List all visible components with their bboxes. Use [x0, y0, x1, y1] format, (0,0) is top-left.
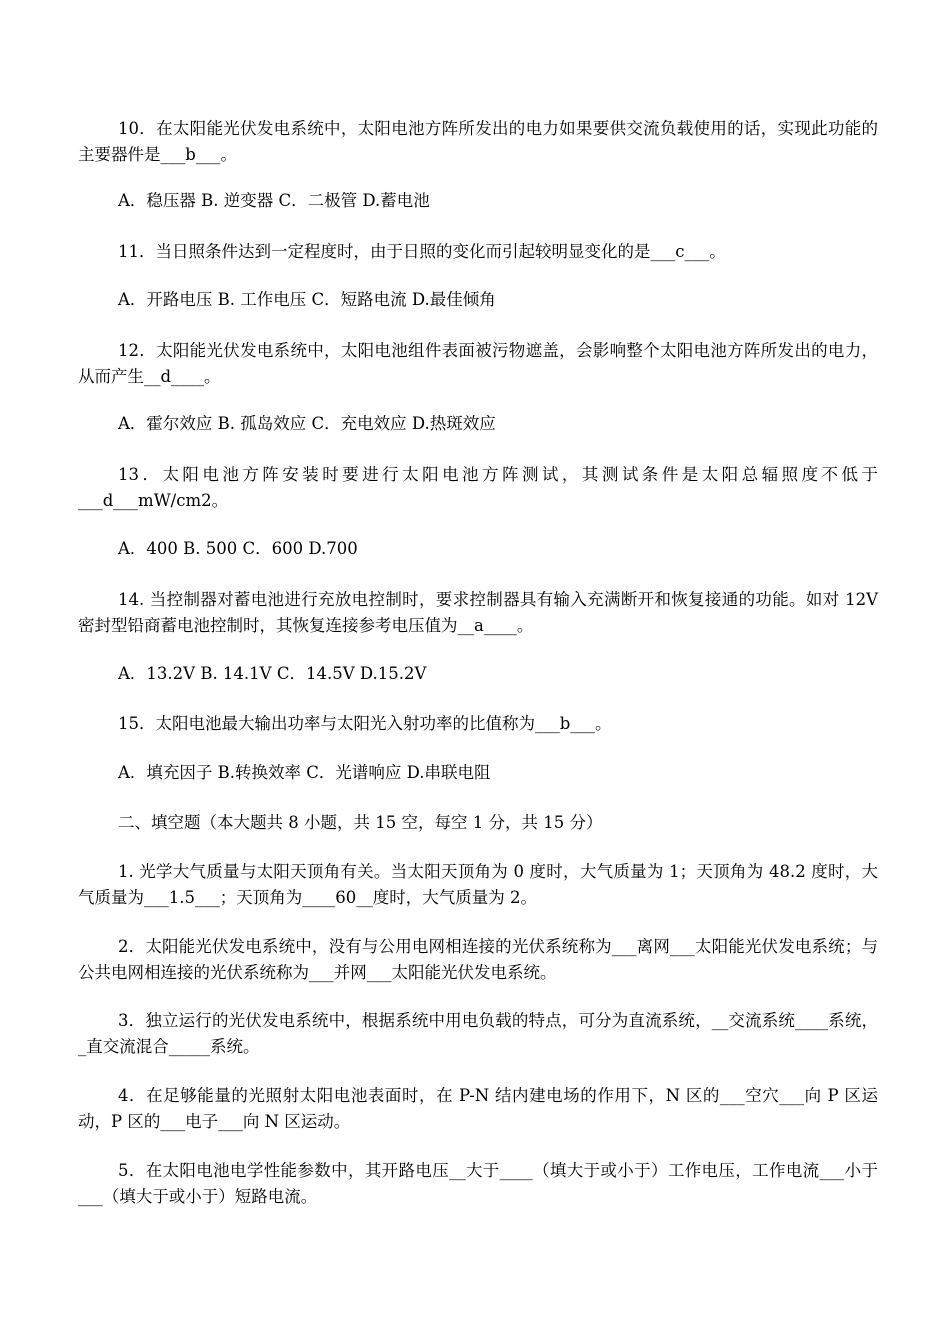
fill-question-4: 4．在足够能量的光照射太阳电池表面时，在 P-N 结内建电场的作用下，N 区的___空穴___向 P 区运动，P 区的___电子___向 N 区运动。: [78, 1086, 878, 1131]
question-12-options: A．霍尔效应 B. 孤岛效应 C．充电效应 D.热斑效应: [118, 414, 496, 433]
question-13: 13．太阳电池方阵安装时要进行太阳电池方阵测试，其测试条件是太阳总辐照度不低于___d___mW/cm2。: [78, 465, 878, 510]
fill-question-1: 1. 光学大气质量与太阳天顶角有关。当太阳天顶角为 0 度时，大气质量为 1；天顶角为 48.2 度时，大气质量为___1.5___；天顶角为____60__度时，大气质量为 2。: [78, 862, 878, 907]
question-13-options: A．400 B. 500 C．600 D.700: [118, 539, 358, 558]
question-11: 11．当日照条件达到一定程度时，由于日照的变化而引起较明显变化的是___c___。: [118, 242, 726, 261]
question-10-options: A．稳压器 B. 逆变器 C．二极管 D.蓄电池: [118, 191, 430, 210]
question-15-options: A．填充因子 B.转换效率 C．光谱响应 D.串联电阻: [118, 763, 491, 782]
question-12: 12．太阳能光伏发电系统中，太阳电池组件表面被污物遮盖，会影响整个太阳电池方阵所发出的电力，从而产生__d____。: [78, 341, 878, 386]
question-14: 14. 当控制器对蓄电池进行充放电控制时，要求控制器具有输入充满断开和恢复接通的功能。如对 12V 密封型铅商蓄电池控制时，其恢复连接参考电压值为__a____。: [78, 590, 878, 635]
question-15: 15．太阳电池最大输出功率与太阳光入射功率的比值称为___b___。: [118, 714, 612, 733]
question-14-options: A．13.2V B. 14.1V C．14.5V D.15.2V: [118, 664, 427, 683]
fill-question-5: 5．在太阳电池电学性能参数中，其开路电压__大于____（填大于或小于）工作电压，工作电流___小于___（填大于或小于）短路电流。: [78, 1161, 878, 1206]
section-heading-fill-in: 二、填空题（本大题共 8 小题，共 15 空，每空 1 分，共 15 分）: [118, 813, 603, 832]
fill-question-2: 2．太阳能光伏发电系统中，没有与公用电网相连接的光伏系统称为___离网___太阳能光伏发电系统；与公共电网相连接的光伏系统称为___并网___太阳能光伏发电系统。: [78, 937, 878, 982]
question-10: 10．在太阳能光伏发电系统中，太阳电池方阵所发出的电力如果要供交流负载使用的话，实现此功能的主要器件是___b___。: [78, 119, 878, 164]
question-11-options: A．开路电压 B. 工作电压 C．短路电流 D.最佳倾角: [118, 290, 496, 309]
fill-question-3: 3．独立运行的光伏发电系统中，根据系统中用电负载的特点，可分为直流系统，__交流系统____系统，_直交流混合_____系统。: [78, 1011, 878, 1056]
